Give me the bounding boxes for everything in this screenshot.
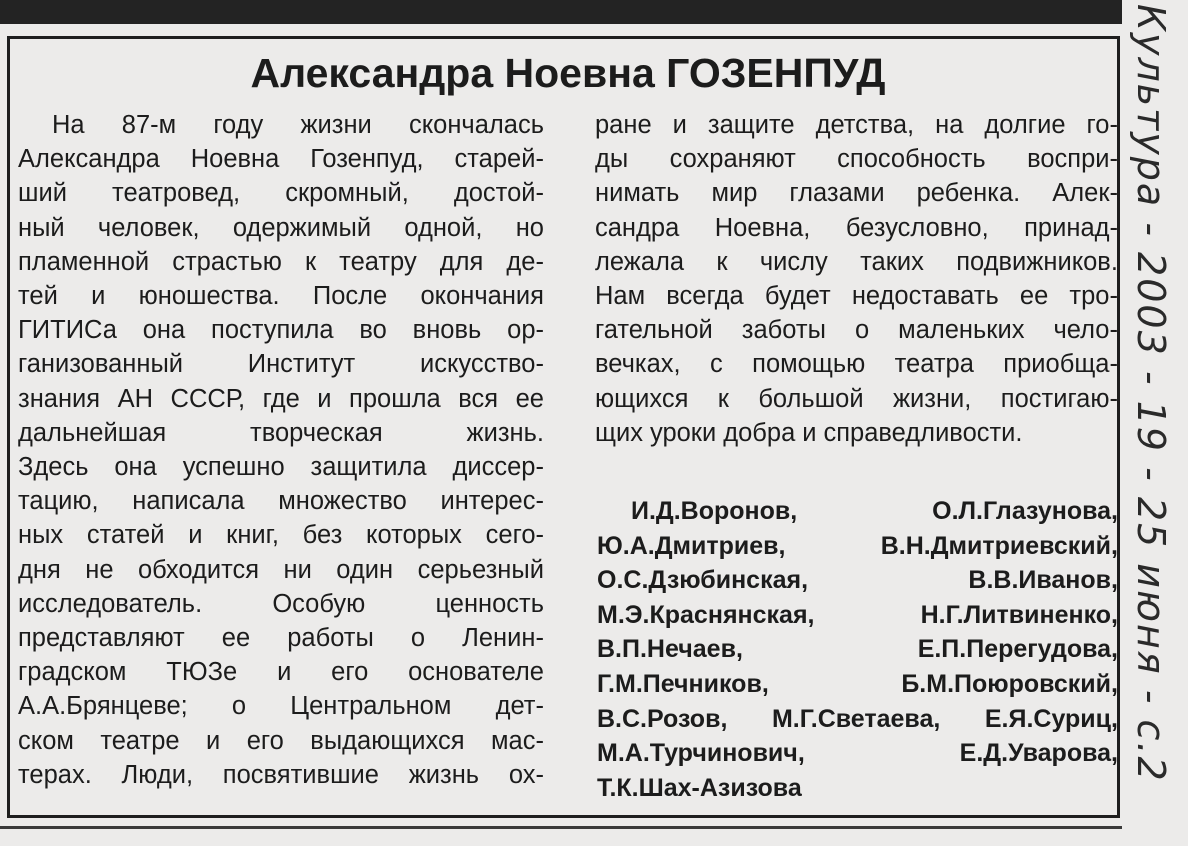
text-word: градском: [18, 658, 127, 687]
text-word: помощью: [752, 350, 866, 379]
text-line: [18, 689, 544, 723]
text-word: и: [91, 282, 106, 310]
text-word: без: [302, 521, 343, 550]
text-word: к: [717, 384, 729, 413]
text-word: ребенка.: [916, 179, 1021, 208]
text-word: вечках,: [595, 350, 681, 379]
text-word: тро-: [1069, 282, 1118, 310]
signatory-name: Г.М.Печников,: [597, 670, 769, 698]
text-word: посвятившие: [222, 760, 379, 789]
text-word: приобща-: [1003, 350, 1118, 379]
text-word: Институт: [247, 350, 356, 379]
signatory-name: В.Н.Дмитриевский,: [880, 531, 1118, 560]
text-word: уроки: [649, 418, 717, 447]
text-word: 87-м: [121, 111, 177, 139]
text-word: постигаю-: [1000, 384, 1118, 413]
text-word: ды: [595, 145, 629, 174]
signatory-name: О.Л.Глазунова,: [932, 497, 1118, 525]
text-word: жизнь: [408, 760, 480, 789]
text-word: недоставать: [851, 282, 999, 310]
text-word: ющихся: [595, 384, 689, 413]
text-word: Александра: [18, 145, 160, 174]
text-word: ее: [221, 624, 251, 652]
text-word: ском: [18, 726, 74, 755]
text-word: нимать: [595, 179, 680, 208]
text-line: [595, 382, 1118, 416]
text-word: году: [213, 111, 264, 139]
text-word: тацию,: [18, 487, 99, 516]
text-word: де-: [506, 247, 544, 276]
text-word: множество: [278, 487, 407, 516]
text-word: но: [515, 213, 544, 242]
text-word: ный: [18, 213, 65, 242]
signatory-name: М.Г.Светаева,: [771, 704, 941, 733]
text-line: [18, 347, 544, 381]
text-word: мас-: [491, 726, 544, 755]
text-line: [18, 621, 544, 655]
text-word: о: [231, 692, 247, 721]
text-word: Ленин-: [462, 624, 544, 652]
text-word: А.А.Брянцеве;: [18, 692, 188, 721]
text-word: вся: [458, 384, 499, 413]
text-line: [595, 142, 1118, 176]
text-word: ох-: [508, 760, 544, 789]
text-word: будет: [764, 282, 831, 310]
text-line: [18, 587, 544, 621]
signatory-line: [597, 529, 1118, 563]
text-line: [18, 211, 544, 245]
text-word: Здесь: [18, 453, 89, 481]
text-word: Гозенпуд,: [310, 145, 424, 174]
text-word: к: [304, 247, 317, 276]
text-word: таких: [860, 247, 924, 276]
text-word: маленьких: [898, 316, 1025, 345]
text-line: [18, 313, 544, 347]
text-word: достой-: [453, 179, 544, 208]
text-word: Нам: [595, 282, 646, 310]
signatory-name: О.С.Дзюбинская,: [597, 566, 809, 595]
text-word: АН: [117, 384, 154, 413]
article-title: Александра Ноевна ГОЗЕНПУД: [250, 50, 886, 96]
text-word: и: [317, 384, 332, 413]
text-word: Особую: [272, 589, 366, 618]
text-word: подвижников.: [956, 247, 1118, 276]
signatory-line: [597, 736, 1118, 770]
text-word: она: [114, 453, 157, 481]
text-word: на: [935, 111, 964, 139]
text-word: прошла: [349, 384, 441, 413]
text-word: исследователь.: [18, 589, 203, 618]
text-line: [18, 142, 544, 176]
text-word: выдающихся: [310, 726, 465, 755]
signatory-line: [597, 771, 1118, 805]
text-line: [18, 655, 544, 689]
text-word: к: [716, 247, 728, 276]
text-word: На: [52, 111, 85, 139]
text-word: справедливости.: [823, 418, 1023, 447]
text-word: дет-: [495, 692, 544, 721]
signatory-line: [597, 598, 1118, 632]
text-word: один: [336, 555, 394, 584]
signatory-name: Ю.А.Дмитриев,: [597, 531, 786, 560]
text-word: знания: [18, 384, 101, 413]
text-word: глазами: [789, 179, 885, 208]
text-word: долгие: [984, 111, 1066, 139]
text-word: одержимый: [232, 213, 372, 242]
text-word: ГИТИСа: [18, 316, 117, 345]
top-rule: [0, 0, 1122, 24]
text-word: го-: [1086, 111, 1118, 139]
text-word: для: [439, 247, 484, 276]
text-line: [18, 245, 544, 279]
text-word: мир: [711, 179, 758, 208]
text-word: во: [359, 316, 387, 345]
text-word: безусловно,: [845, 213, 989, 242]
text-line: [595, 279, 1118, 313]
text-line: [18, 108, 544, 142]
text-word: серьезный: [417, 555, 544, 584]
signatory-name: Т.К.Шах-Азизова: [597, 773, 802, 802]
text-word: Ноевна,: [714, 213, 811, 242]
text-word: жизнь.: [466, 418, 544, 447]
bleed-through-text: [0, 832, 1100, 844]
text-word: Центральном: [290, 692, 452, 721]
signatory-name: В.В.Иванов,: [968, 566, 1118, 595]
text-word: творческая: [250, 418, 383, 447]
text-word: ране: [595, 111, 652, 139]
text-word: скромный,: [285, 179, 409, 208]
text-line: [18, 382, 544, 416]
text-word: человек,: [97, 213, 200, 242]
text-word: диссер-: [452, 453, 544, 481]
text-word: жизни,: [892, 384, 972, 413]
signatory-name: Е.П.Перегудова,: [917, 635, 1118, 664]
text-word: Люди,: [121, 760, 194, 789]
signatory-name: Е.Я.Суриц,: [984, 704, 1118, 733]
text-word: заботы: [741, 316, 826, 345]
text-line: [18, 279, 544, 313]
text-word: о: [854, 316, 870, 345]
signatory-name: И.Д.Воронов,: [631, 497, 798, 525]
text-word: и: [277, 658, 292, 687]
text-line: [595, 176, 1118, 210]
signatory-line: [597, 702, 1118, 736]
text-word: окончания: [420, 282, 544, 310]
text-word: и: [672, 111, 687, 139]
text-word: ее: [515, 384, 544, 413]
text-word: о: [410, 624, 426, 652]
text-line: [595, 245, 1118, 279]
text-word: сохраняют: [669, 145, 796, 174]
handwritten-note-text: Культура - 2003 - 19 - 25 июня - с.2: [1129, 4, 1173, 783]
text-word: лежала: [595, 247, 685, 276]
text-word: успешно: [182, 453, 285, 481]
text-word: сего-: [485, 521, 544, 550]
text-word: книг,: [226, 521, 279, 550]
text-word: театре: [100, 726, 180, 755]
text-word: Ноевна: [190, 145, 280, 174]
text-word: щих: [595, 418, 643, 447]
text-line: [595, 347, 1118, 381]
text-word: всегда: [666, 282, 744, 310]
text-word: не: [85, 555, 114, 584]
text-word: дня: [18, 555, 61, 584]
signatory-name: Е.Д.Уварова,: [959, 739, 1118, 768]
text-word: старей-: [454, 145, 544, 174]
text-word: написала: [132, 487, 245, 516]
text-word: ценность: [435, 589, 544, 618]
text-line: [595, 313, 1118, 347]
text-word: ТЮЗе: [166, 658, 238, 687]
text-word: ее: [1019, 282, 1049, 310]
text-word: ни: [283, 555, 312, 584]
signatory-line: [597, 632, 1118, 666]
text-word: ных: [18, 521, 64, 550]
text-line: [18, 553, 544, 587]
text-word: его: [331, 658, 369, 687]
text-word: числу: [759, 247, 828, 276]
text-word: его: [246, 726, 284, 755]
text-word: сандра: [595, 213, 680, 242]
text-word: обходится: [137, 555, 260, 584]
text-word: детства,: [815, 111, 915, 139]
signatory-name: М.Э.Краснянская,: [597, 600, 815, 629]
text-line: [18, 724, 544, 758]
signatory-name: В.С.Розов,: [597, 704, 728, 733]
text-word: жизни: [300, 111, 372, 139]
text-word: большой: [758, 384, 864, 413]
text-line: [18, 416, 544, 450]
signatory-name: М.А.Турчинович,: [597, 739, 805, 768]
text-word: СССР,: [170, 384, 246, 413]
text-line: [595, 416, 1118, 450]
signatory-line: [597, 494, 1118, 528]
text-word: статей: [86, 521, 165, 550]
text-line: [18, 518, 544, 552]
text-line: [595, 108, 1118, 142]
text-line: [18, 450, 544, 484]
text-word: театра: [894, 350, 974, 379]
text-word: скончалась: [408, 111, 544, 139]
text-word: добра: [723, 418, 796, 447]
text-word: способность: [837, 145, 986, 174]
text-word: защитила: [310, 453, 427, 481]
text-word: юношества.: [138, 282, 280, 310]
text-word: и: [206, 726, 221, 755]
text-word: основателе: [408, 658, 544, 687]
text-word: ор-: [507, 316, 544, 345]
text-word: пламенной: [18, 247, 150, 276]
text-word: она: [142, 316, 186, 345]
text-word: гательной: [595, 316, 713, 345]
text-word: Алек-: [1052, 179, 1118, 208]
text-line: [18, 176, 544, 210]
signatory-name: Н.Г.Литвиненко,: [920, 600, 1118, 629]
text-word: поступила: [211, 316, 334, 345]
text-word: ганизованный: [18, 350, 184, 379]
signatory-line: [597, 563, 1118, 597]
text-word: и: [188, 521, 203, 550]
text-word: После: [312, 282, 388, 310]
bottom-rule: [0, 826, 1122, 829]
text-word: дальнейшая: [18, 418, 167, 447]
text-line: [18, 758, 544, 792]
text-word: принад-: [1024, 213, 1118, 242]
text-word: которых: [366, 521, 462, 550]
handwritten-note: [1126, 4, 1178, 840]
text-word: одной,: [404, 213, 483, 242]
signatory-name: Б.М.Поюровский,: [901, 670, 1118, 698]
text-word: представляют: [18, 624, 185, 652]
text-word: страстью: [172, 247, 282, 276]
text-word: чело-: [1053, 316, 1118, 345]
text-word: с: [710, 350, 723, 379]
text-word: искусство-: [419, 350, 544, 379]
text-word: тей: [18, 282, 58, 310]
signatory-line: [597, 667, 1118, 701]
text-word: воспри-: [1027, 145, 1118, 174]
text-word: ший: [18, 179, 67, 208]
text-line: [18, 484, 544, 518]
text-word: интерес-: [440, 487, 544, 516]
signatory-name: В.П.Нечаев,: [597, 635, 743, 664]
text-word: и: [802, 418, 817, 447]
text-word: защите: [707, 111, 795, 139]
text-word: работы: [287, 624, 374, 652]
text-word: где: [262, 384, 300, 413]
text-word: театровед,: [112, 179, 241, 208]
text-word: вновь: [412, 316, 482, 345]
text-word: театру: [339, 247, 417, 276]
text-line: [595, 211, 1118, 245]
text-word: терах.: [18, 760, 92, 789]
